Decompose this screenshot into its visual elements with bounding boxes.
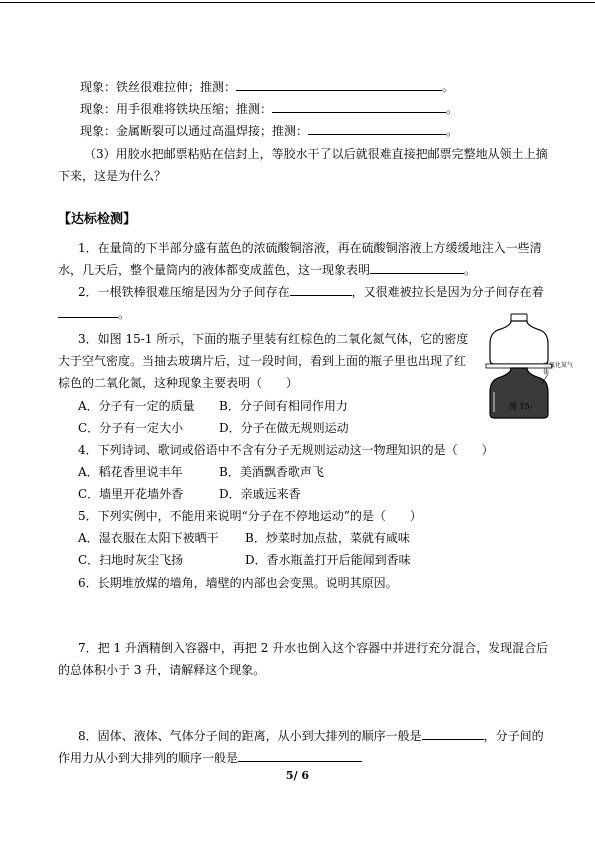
q3-top-line1: （3）用胶水把邮票粘贴在信封上，等胶水干了以后就很难直接把邮票完整地从领土上摘 bbox=[84, 147, 548, 161]
q5-option-d: D．香水瓶盖打开后能闻到香味 bbox=[245, 553, 411, 567]
q4-option-c: C．墙里开花墙外香 bbox=[78, 487, 184, 501]
q5-option-b: B．炒菜时加点盐，菜就有咸味 bbox=[245, 531, 410, 545]
answer-blank[interactable] bbox=[236, 79, 442, 91]
observation-1 bbox=[80, 79, 454, 95]
q8-line1b: ，分子间的 bbox=[483, 729, 544, 743]
q1-line1: 1．在量筒的下半部分盛有蓝色的浓硫酸铜溶液，再在硫酸铜溶液上方缓缓地注入一些清 bbox=[78, 241, 542, 255]
q1-line2 bbox=[58, 262, 476, 278]
answer-blank[interactable] bbox=[308, 123, 446, 135]
q5-option-a: A．湿衣服在太阳下被晒干 bbox=[78, 531, 219, 545]
q1-end: 。 bbox=[464, 263, 477, 277]
q4-option-d: D．亲戚远来香 bbox=[219, 487, 301, 501]
observation-2-text: 现象：用手很难将铁块压缩；推测： bbox=[80, 102, 273, 116]
q7-line2: 的总体积小于 3 升，请解释这个现象。 bbox=[58, 663, 266, 677]
q2-line1 bbox=[78, 284, 544, 300]
q4-option-a: A．稻花香里说丰年 bbox=[78, 465, 183, 479]
observation-1-text: 现象：铁丝很难拉伸；推测： bbox=[80, 80, 237, 94]
observation-3-text: 现象：金属断裂可以通过高温焊接；推测： bbox=[80, 124, 309, 138]
q8-line1 bbox=[78, 728, 544, 744]
upper-bottle bbox=[490, 314, 548, 364]
q3-option-c: C．分子有一定大小 bbox=[78, 421, 184, 435]
figure-caption: 图 15- bbox=[509, 402, 533, 411]
q3-line1: 3．如图 15-1 所示，下面的瓶子里装有红棕色的二氧化氮气体，它的密度 bbox=[78, 332, 469, 346]
q3-option-d: D．分子在做无规则运动 bbox=[219, 421, 349, 435]
page-number: 5/ 6 bbox=[285, 769, 310, 782]
q6-stem: 6．长期堆放煤的墙角，墙壁的内部也会变黑。说明其原因。 bbox=[78, 576, 398, 590]
q3-line2: 大于空气密度。当抽去玻璃片后，过一段时间，看到上面的瓶子里也出现了红 bbox=[58, 354, 467, 368]
q4-option-b: B．美酒飘香歌声飞 bbox=[219, 465, 324, 479]
observation-2-end: 。 bbox=[446, 102, 459, 116]
answer-blank[interactable] bbox=[272, 101, 446, 113]
q2-end: 。 bbox=[118, 307, 131, 321]
q4-stem: 4．下列诗词、歌词或俗语中不含有分子无规则运动这一物理知识的是（ ） bbox=[78, 443, 494, 457]
section-heading: 【达标检测】 bbox=[58, 212, 137, 227]
answer-blank[interactable] bbox=[58, 306, 118, 318]
answer-blank[interactable] bbox=[290, 284, 352, 296]
q7-line1: 7．把 1 升酒精倒入容器中，再把 2 升水也倒入这个容器中并进行充分混合，发现混合后 bbox=[78, 641, 549, 655]
answer-blank[interactable] bbox=[422, 728, 484, 740]
q3-option-b: B．分子间有相同作用力 bbox=[219, 399, 348, 413]
q8-line2 bbox=[58, 750, 362, 766]
observation-3 bbox=[80, 123, 458, 139]
answer-blank[interactable] bbox=[238, 750, 362, 762]
q2-line2 bbox=[58, 306, 130, 322]
q5-option-c: C．扫地时灰尘飞扬 bbox=[78, 553, 184, 567]
q1-line2-text: 水，几天后，整个量筒内的液体都变成蓝色，这一现象表明 bbox=[58, 263, 371, 277]
q3-option-a: A．分子有一定的质量 bbox=[78, 399, 195, 413]
q3-top-line2: 下来，这是为什么？ bbox=[58, 169, 167, 183]
observation-2 bbox=[80, 101, 458, 117]
top-rule bbox=[0, 2, 595, 3]
q8-line2-text: 作用力从小到大排列的顺序一般是 bbox=[58, 751, 239, 765]
q2-line1a: 2．一根铁棒很难压缩是因为分子间存在 bbox=[78, 285, 290, 299]
observation-3-end: 。 bbox=[446, 124, 459, 138]
q8-line1a: 8．固体、液体、气体分子间的距离，从小到大排列的顺序一般是 bbox=[78, 729, 422, 743]
observation-1-end: 。 bbox=[442, 80, 455, 94]
q5-stem: 5．下列实例中，不能用来说明“分子在不停地运动”的是（ ） bbox=[78, 509, 422, 523]
q2-line1b: ，又很难被拉长是因为分子间存在着 bbox=[351, 285, 544, 299]
answer-blank[interactable] bbox=[370, 262, 464, 274]
q3-line3: 棕色的二氧化氮，这种现象主要表明（ ） bbox=[58, 376, 299, 390]
figure-label: 二氧化氮气体 bbox=[543, 362, 574, 376]
